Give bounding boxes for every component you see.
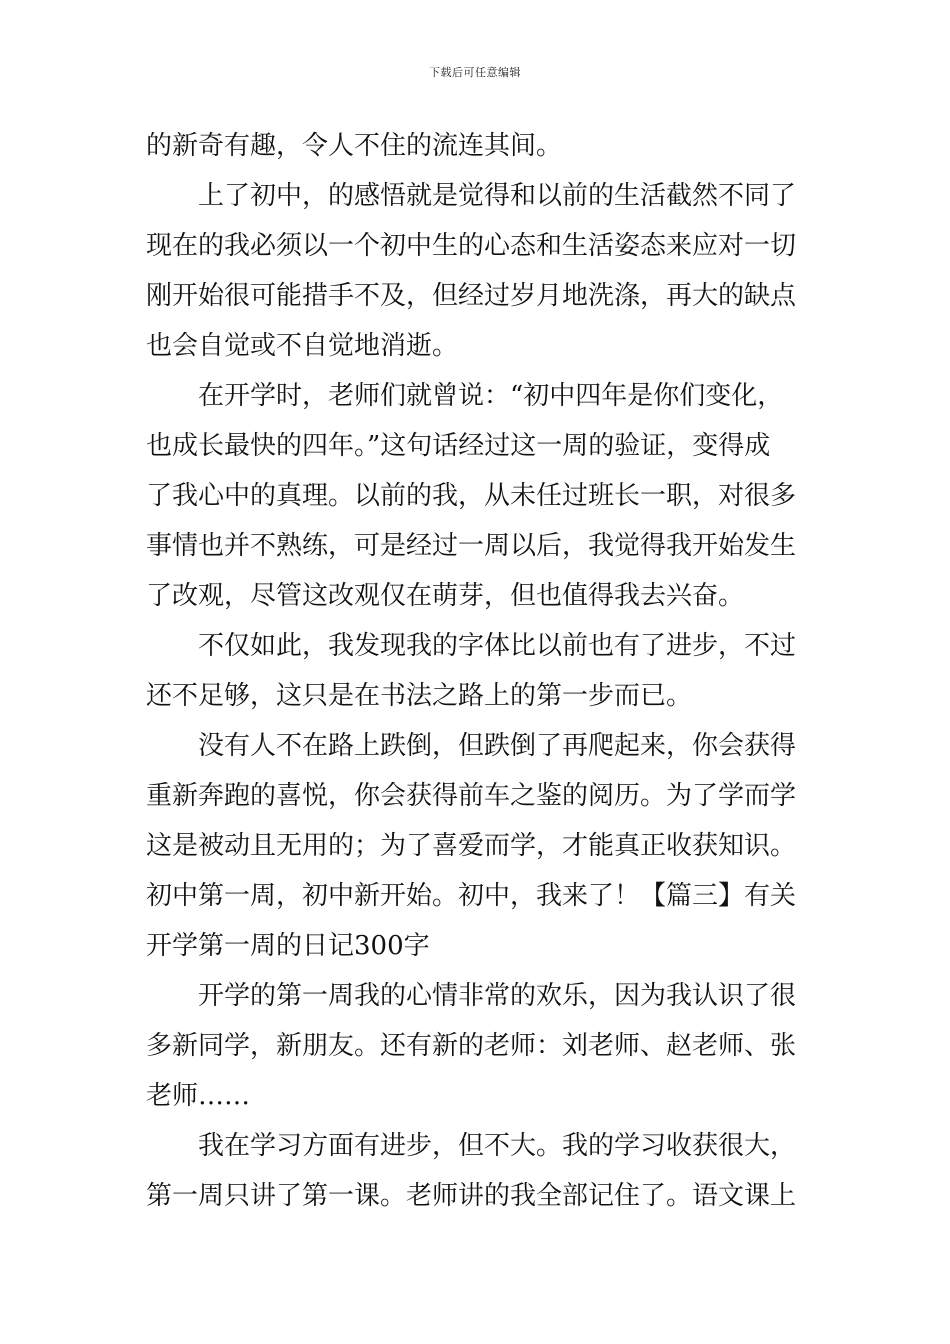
text-line: 初中第一周，初中新开始。初中，我来了！【篇三】有关 (146, 881, 797, 911)
text-line: 了我心中的真理。以前的我，从未任过班长一职，对很多 (146, 481, 797, 511)
text-line: 还不足够，这只是在书法之路上的第一步而已。 (146, 681, 693, 711)
text-line: 开学的第一周我的心情非常的欢乐，因为我认识了很 (198, 981, 797, 1011)
text-line: 上了初中，的感悟就是觉得和以前的生活截然不同了 (198, 181, 797, 211)
text-line: 老师…… (146, 1081, 251, 1111)
text-line: 刚开始很可能措手不及，但经过岁月地洗涤，再大的缺点 (146, 281, 797, 311)
text-line: 重新奔跑的喜悦，你会获得前车之鉴的阅历。为了学而学 (146, 781, 797, 811)
text-line: 我在学习方面有进步，但不大。我的学习收获很大， (198, 1131, 797, 1161)
text-line: 开学第一周的日记300字 (146, 931, 430, 961)
text-line: 在开学时，老师们就曾说：“初中四年是你们变化， (198, 381, 784, 411)
text-line: 了改观，尽管这改观仅在萌芽，但也值得我去兴奋。 (146, 581, 745, 611)
page-header-note: 下载后可任意编辑 (429, 66, 521, 79)
text-line: 不仅如此，我发现我的字体比以前也有了进步，不过 (198, 631, 797, 661)
text-line: 事情也并不熟练，可是经过一周以后，我觉得我开始发生 (146, 531, 797, 561)
text-line: 的新奇有趣，令人不住的流连其间。 (146, 131, 563, 161)
text-line: 没有人不在路上跌倒，但跌倒了再爬起来，你会获得 (198, 731, 797, 761)
document-body (146, 121, 810, 1221)
text-line: 第一周只讲了第一课。老师讲的我全部记住了。语文课上 (146, 1181, 797, 1211)
text-line: 这是被动且无用的；为了喜爱而学，才能真正收获知识。 (146, 831, 797, 861)
text-line: 也成长最快的四年。”这句话经过这一周的验证，变得成 (146, 431, 771, 461)
text-line: 现在的我必须以一个初中生的心态和生活姿态来应对一切 (146, 231, 797, 261)
text-line: 也会自觉或不自觉地消逝。 (146, 331, 459, 361)
text-line: 多新同学，新朋友。还有新的老师：刘老师、赵老师、张 (146, 1031, 797, 1061)
